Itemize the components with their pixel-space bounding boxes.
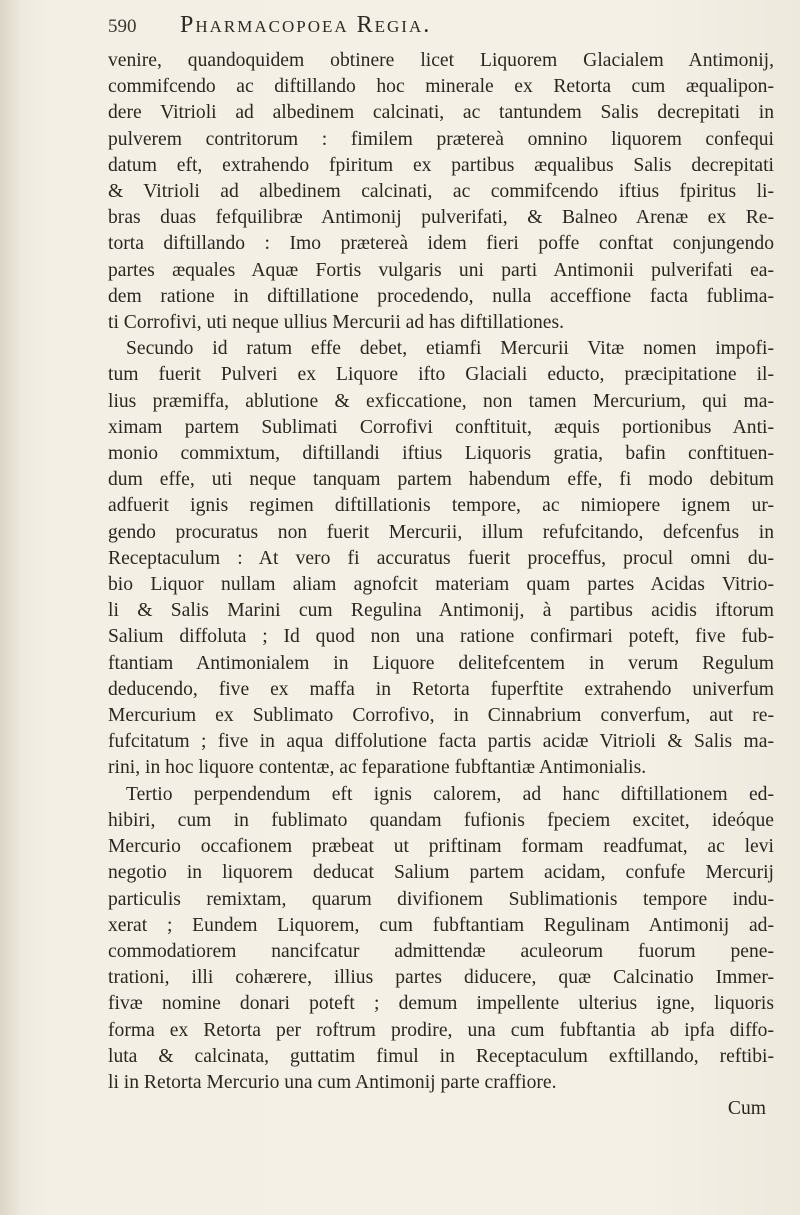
text-line: dum effe, uti neque tanquam partem habendum effe, fi modo debitum — [108, 469, 774, 491]
text-line: monio commixtum, diftillandi iftius Liquoris gratia, bafin conftituen- — [108, 443, 774, 465]
text-line: datum eft, extrahendo fpiritum ex partibus æqualibus Salis decrepitati — [108, 154, 774, 176]
text-body — [108, 48, 774, 1096]
text-line: li & Salis Marini cum Regulina Antimonij, à partibus acidis iftorum — [108, 600, 774, 622]
text-line: Mercurio occafionem præbeat ut priftinam formam readfumat, ac levi — [108, 836, 774, 858]
text-line: bio Liquor nullam aliam agnofcit materiam quam partes Acidas Vitrio- — [108, 574, 774, 596]
text-line: xerat ; Eundem Liquorem, cum fubftantiam Regulinam Antimonij ad- — [108, 914, 774, 936]
text-line: trationi, illi cohærere, illius partes diducere, quæ Calcinatio Immer- — [108, 967, 774, 989]
text-line: deducendo, five ex maffa in Retorta fuperftite extrahendo univerfum — [108, 678, 774, 700]
text-line: ti Corrofivi, uti neque ullius Mercurii ad has diftillationes. — [108, 312, 565, 334]
text-line: commifcendo ac diftillando hoc minerale ex Retorta cum æqualipon- — [108, 76, 774, 98]
text-line: Tertio perpendendum eft ignis calorem, ad hanc diftillationem ed- — [126, 783, 774, 805]
text-line: fivæ nomine donari poteft ; demum impellente ulterius igne, liquoris — [108, 993, 774, 1015]
text-line: pulverem contritorum : fimilem prætereà omnino liquorem confequi — [108, 128, 774, 150]
text-line: tum fuerit Pulveri ex Liquore ifto Glaciali educto, præcipitatione il- — [108, 364, 774, 386]
text-line: rini, in hoc liquore contentæ, ac feparatione fubftantiæ Antimonialis. — [108, 757, 647, 779]
page-number: 590 — [108, 16, 137, 37]
text-line: adfuerit ignis regimen diftillationis tempore, ac nimiopere ignem ur- — [108, 495, 774, 517]
text-line: & Vitrioli ad albedinem calcinati, ac commifcendo iftius fpiritus li- — [108, 181, 774, 203]
text-line: hibiri, cum in fublimato quandam fufionis fpeciem excitet, ideóque — [108, 809, 774, 831]
text-line: Mercurium ex Sublimato Corrofivo, in Cinnabrium converfum, aut re- — [108, 705, 774, 727]
text-line: venire, quandoquidem obtinere licet Liquorem Glacialem Antimonij, — [108, 50, 774, 71]
page-header — [108, 12, 774, 48]
text-line: torta diftillando : Imo prætereà idem fieri poffe conftat conjungendo — [108, 233, 774, 255]
text-line: commodatiorem nancifcatur admittendæ aculeorum fuorum pene- — [108, 940, 774, 962]
running-title: Pharmacopoea Regia. — [180, 12, 432, 38]
text-line: dere Vitrioli ad albedinem calcinati, ac tantundem Salis decrepitati in — [108, 102, 774, 124]
text-line: li in Retorta Mercurio una cum Antimonij parte craffiore. — [108, 1071, 557, 1093]
text-line: bras duas fefquilibræ Antimonij pulverifati, & Balneo Arenæ ex Re- — [108, 207, 774, 229]
text-line: gendo procuratus non fuerit Mercurii, illum refufcitando, defcenfus in — [108, 521, 774, 543]
text-line: ximam partem Sublimati Corrofivi conftituit, æquis portionibus Anti- — [108, 416, 774, 438]
text-line: forma ex Retorta per roftrum prodire, una cum fubftantia ab ipfa diffo- — [108, 1019, 774, 1041]
text-line: negotio in liquorem deducat Salium partem acidam, confufe Mercurij — [108, 862, 774, 884]
catchword: Cum — [727, 1098, 766, 1120]
text-line: dem ratione in diftillatione procedendo, nulla acceffione facta fublima- — [108, 285, 774, 307]
text-line: Secundo id ratum effe debet, etiamfi Mercurii Vitæ nomen impofi- — [126, 338, 774, 360]
text-line: particulis remixtam, quarum divifionem Sublimationis tempore indu- — [108, 888, 774, 910]
text-line: lius præmiffa, ablutione & exficcatione, non tamen Mercurium, qui ma- — [108, 390, 774, 412]
gutter-shadow — [0, 0, 22, 1215]
text-line: ftantiam Antimonialem in Liquore delitefcentem in verum Regulum — [108, 652, 774, 674]
text-line: Salium diffoluta ; Id quod non una ratione confirmari poteft, five fub- — [108, 626, 774, 648]
text-line: fufcitatum ; five in aqua diffolutione facta partis acidæ Vitrioli & Salis ma- — [108, 731, 774, 753]
text-line: luta & calcinata, guttatim fimul in Receptaculum exftillando, reftibi- — [108, 1045, 774, 1067]
text-line: Receptaculum : At vero fi accuratus fuerit proceffus, procul omni du- — [108, 547, 774, 569]
text-line: partes æquales Aquæ Fortis vulgaris uni parti Antimonii pulverifati ea- — [108, 259, 774, 281]
